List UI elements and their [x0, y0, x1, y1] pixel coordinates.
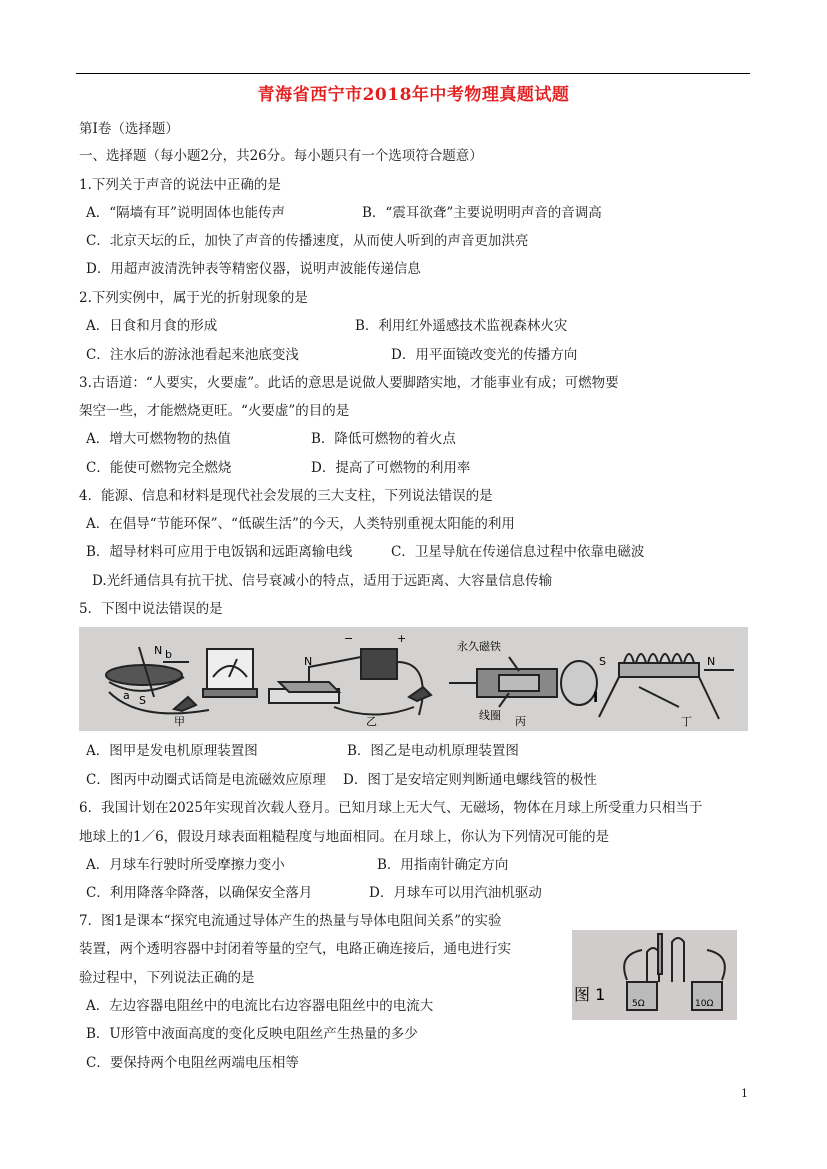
q5-option-c: C．图丙中动圈式话筒是电流磁效应原理: [86, 772, 326, 788]
q5-stem: 5．下图中说法错误的是: [79, 601, 223, 617]
label-a: a: [123, 689, 130, 702]
q2-option-b: B．利用红外遥感技术监视森林火灾: [355, 318, 568, 334]
q4-option-b: B．超导材料可应用于电饭锅和远距离输电线: [86, 544, 353, 560]
q6-option-b: B．用指南针确定方向: [377, 857, 509, 873]
label-n-yi: N: [304, 655, 313, 668]
label-s-ding: S: [599, 655, 606, 668]
label-magnet: 永久磁铁: [457, 640, 501, 653]
label-plus: +: [397, 632, 407, 645]
q1-option-a: A．“隔墙有耳”说明固体也能传声: [86, 205, 286, 221]
q3-option-b: B．降低可燃物的着火点: [311, 431, 456, 447]
q3-option-c: C．能使可燃物完全燃烧: [86, 460, 232, 476]
label-bing: 丙: [515, 715, 526, 728]
q4-option-a: A．在倡导“节能环保”、“低碳生活”的今天，人类特别重视太阳能的利用: [86, 516, 515, 532]
figure-jia: [106, 647, 257, 713]
q2-option-d: D．用平面镜改变光的传播方向: [391, 347, 578, 363]
q1-option-d: D．用超声波清洗钟表等精密仪器，说明声波能传递信息: [86, 261, 421, 277]
q1-stem: 1.下列关于声音的说法中正确的是: [79, 177, 281, 193]
label-s-jia: S: [139, 694, 146, 707]
q6-option-a: A．月球车行驶时所受摩擦力变小: [86, 857, 285, 873]
label-coil: 线圈: [479, 709, 501, 722]
label-ding: 丁: [681, 715, 692, 728]
figure1-label: 图 1: [574, 985, 606, 1004]
q3-option-a: A．增大可燃物物的热值: [86, 431, 231, 447]
q6-option-c: C．利用降落伞降落，以确保安全落月: [86, 885, 313, 901]
q4-stem: 4．能源、信息和材料是现代社会发展的三大支柱，下列说法错误的是: [79, 488, 493, 504]
figure-yi: [269, 649, 431, 715]
q7-option-c: C．要保持两个电阻丝两端电压相等: [86, 1055, 299, 1071]
q7-option-a: A．左边容器电阻丝中的电流比右边容器电阻丝中的电流大: [86, 998, 434, 1014]
page-number: 1: [741, 1087, 748, 1100]
label-n-jia: N: [154, 644, 163, 657]
label-b: b: [165, 648, 172, 661]
q6-stem-line2: 地球上的1／6，假设月球表面粗糙程度与地面相同。在月球上，你认为下列情况可能的是: [79, 829, 610, 845]
label-minus: −: [344, 632, 354, 645]
label-n-ding: N: [707, 655, 716, 668]
resistor-10-label: 10Ω: [695, 999, 714, 1009]
q4-option-c: C．卫星导航在传递信息过程中依靠电磁波: [391, 544, 645, 560]
label-current: I: [593, 690, 599, 706]
page-title: 青海省西宁市2018年中考物理真题试题: [257, 85, 570, 105]
header-rule: [76, 73, 750, 74]
q1-option-b: B．“震耳欲聋”主要说明明声音的音调高: [362, 205, 602, 221]
figure-bing: [449, 657, 597, 707]
q5-option-a: A．图甲是发电机原理装置图: [86, 743, 258, 759]
q3-stem-line2: 架空一些，才能燃烧更旺。“火要虚”的目的是: [79, 403, 350, 419]
q2-option-a: A．日食和月食的形成: [86, 318, 218, 334]
q7-option-b: B．U形管中液面高度的变化反映电阻丝产生热量的多少: [86, 1026, 418, 1042]
instructions: 一、选择题（每小题2分，共26分。每小题只有一个选项符合题意）: [79, 148, 483, 164]
q7-stem-line2: 装置，两个透明容器中封闭着等量的空气，电路正确连接后，通电进行实: [79, 941, 511, 957]
q3-stem-line1: 3.古语道：“人要实，火要虚”。此话的意思是说做人要脚踏实地，才能事业有成；可燃物要: [79, 375, 619, 391]
q7-stem-line1: 7．图1是课本“探究电流通过导体产生的热量与导体电阻间关系”的实验: [79, 913, 502, 929]
label-yi: 乙: [366, 715, 377, 728]
section-heading: 第Ⅰ卷（选择题）: [79, 121, 179, 137]
label-jia: 甲: [174, 715, 185, 728]
q6-stem-line1: 6．我国计划在2025年实现首次载人登月。已知月球上无大气、无磁场，物体在月球上所受重力只相当于: [79, 800, 703, 816]
q7-stem-line3: 验过程中，下列说法正确的是: [79, 970, 255, 986]
q2-stem: 2.下列实例中，属于光的折射现象的是: [79, 290, 308, 306]
q6-option-d: D．月球车可以用汽油机驱动: [369, 885, 542, 901]
q1-option-c: C．北京天坛的丘，加快了声音的传播速度，从而使人听到的声音更加洪亮: [86, 233, 529, 249]
resistor-5-label: 5Ω: [632, 999, 645, 1009]
q5-figure-photo: [79, 627, 748, 731]
q5-option-b: B．图乙是电动机原理装置图: [347, 743, 519, 759]
q7-figure-photo: [572, 930, 737, 1020]
q4-option-d: D.光纤通信具有抗干扰、信号衰减小的特点，适用于远距离、大容量信息传输: [92, 573, 553, 589]
q2-option-c: C．注水后的游泳池看起来池底变浅: [86, 347, 299, 363]
q3-option-d: D．提高了可燃物的利用率: [311, 460, 471, 476]
q5-option-d: D．图丁是安培定则判断通电螺线管的极性: [343, 772, 597, 788]
